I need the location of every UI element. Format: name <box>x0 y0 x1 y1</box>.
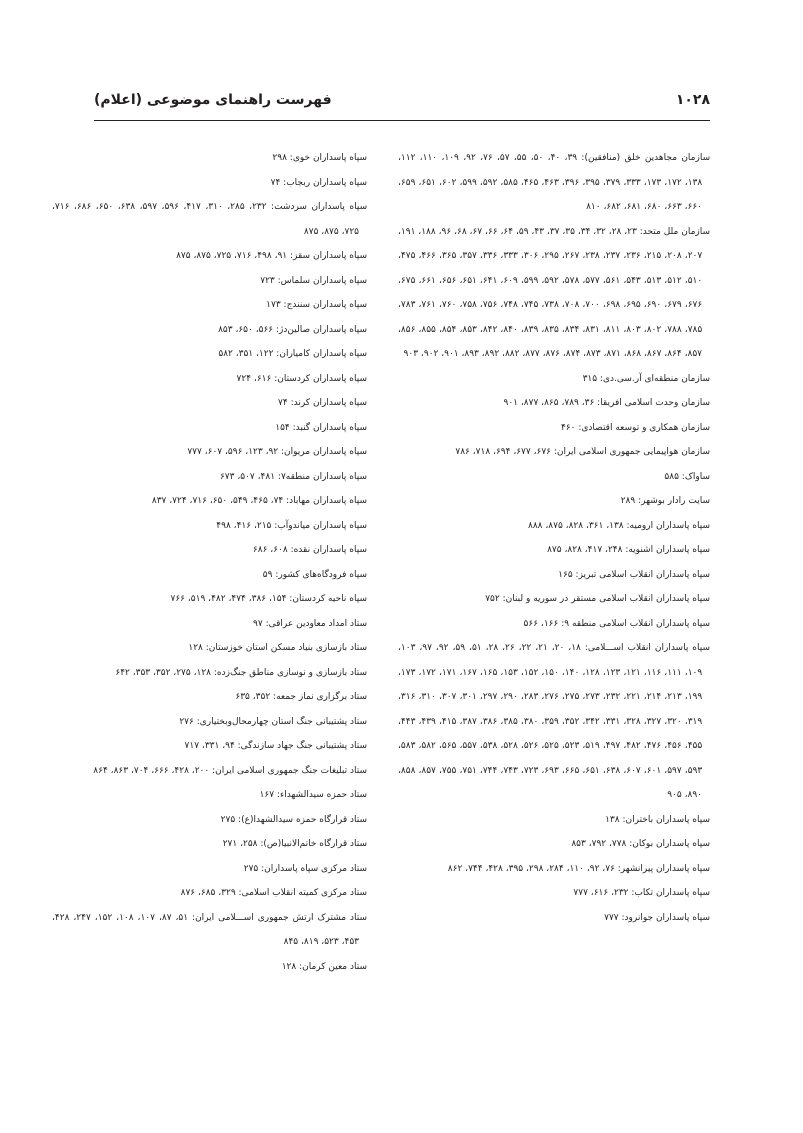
index-entry: سپاه پاسداران کرند: ۷۴ <box>278 398 367 408</box>
index-entry: سپاه پاسداران نقده: ۶۰۸، ۶۸۶ <box>252 545 367 555</box>
index-entry: سپاه پاسداران گنبد: ۱۵۴ <box>275 422 367 433</box>
index-entry: ستاد بازسازی و نوسازی مناطق جنگ‌زده: ۱۲۸، ۲۷۵، ۳۵۲، ۳۵۳، ۶۴۲ <box>115 667 367 678</box>
index-entry: سپاه پاسداران مریوان: ۹۲، ۱۲۳، ۵۹۶، ۶۰۷، ۷۷۷ <box>187 447 367 457</box>
index-entry: سپاه پاسداران خوی: ۲۹۸ <box>272 153 367 163</box>
index-entry: سپاه پاسداران مهاباد: ۷۴، ۴۶۵، ۵۴۹، ۶۵۰، ۷۱۶، ۷۲۴، ۸۳۷ <box>151 496 367 506</box>
index-entry: سپاه پاسداران انقلاب اسلامی تبریز: ۱۶۵ <box>558 569 710 580</box>
index-entry: سپاه پاسداران صالین‌دژ: ۵۶۶، ۶۵۰، ۸۵۳ <box>218 324 367 335</box>
index-entry: سازمان مجاهدین خلق (منافقین): ۳۹، ۴۰، ۵۰، ۵۵، ۵۷، ۷۶، ۹۲، ۱۰۹، ۱۱۰، ۱۱۲، ۱۳۸، ۱۷۲، ۱۷۳، ۳۳۳، ۳۷۹، ۳۹۵، ۳۹۶، ۴۶۳، ۴۶۵، ۵۸۵، ۵۹۲، ۵۹۹، ۶۰۲، ۶۵۱، ۶۵۹، ۶۶۰، ۶۶۳، ۶۸۰، ۶۸۱، ۶۸۲، ۸۱۰ <box>398 153 711 212</box>
index-entry: سپاه پاسداران باختران: ۱۳۸ <box>605 814 710 825</box>
index-entry: سپاه پاسداران ربجاب: ۷۴ <box>270 177 367 188</box>
page-number: ۱۰۲۸ <box>675 92 710 108</box>
index-entry: سازمان همکاری و توسعه اقتصادی: ۴۶۰ <box>560 422 710 433</box>
index-entry: سپاه پاسداران بوکان: ۷۷۸، ۷۹۲، ۸۵۳ <box>571 839 710 849</box>
index-column-right <box>398 146 710 930</box>
header-rule <box>94 120 710 121</box>
index-entry: ستاد پشتیبانی جنگ استان چهارمحال‌وبختیاری: ۲۷۶ <box>179 716 367 727</box>
index-entry: سپاه پاسداران سردشت: ۲۳۲، ۲۸۵، ۳۱۰، ۴۱۷، ۵۹۶، ۵۹۷، ۶۳۸، ۶۵۰، ۶۸۶، ۷۱۶، ۷۲۵، ۸۷۵، ۸۷۵ <box>52 202 368 237</box>
index-entry: سپاه پاسداران کامیاران: ۱۲۲، ۳۵۱، ۵۸۲ <box>218 349 367 359</box>
index-entry: ستاد مشترک ارتش جمهوری اســـلامی ایران: ۵۱، ۸۷، ۱۰۷، ۱۰۸، ۱۵۲، ۲۴۷، ۴۲۸، ۴۵۳، ۵۲۳، ۸۱۹، ۸۴۵ <box>52 912 368 947</box>
index-entry: سپاه پاسداران سقز: ۹۱، ۴۹۸، ۷۱۶، ۷۲۵، ۸۷۵، ۸۷۵ <box>176 251 367 261</box>
index-entry: ستاد حمزه سیدالشهداء: ۱۶۷ <box>259 790 367 800</box>
index-entry: سپاه پاسداران سلماس: ۷۲۳ <box>260 275 367 286</box>
index-entry: سازمان ملل متحد: ۲۳، ۲۸، ۳۲، ۳۴، ۳۵، ۳۷، ۴۳، ۵۹، ۶۴، ۶۶، ۶۷، ۶۸، ۹۶، ۱۸۸، ۱۹۱، ۲۰۷، ۲۰۸، ۲۱۵، ۲۳۶، ۲۳۷، ۲۳۸، ۲۶۷، ۲۹۵، ۳۰۶، ۳۳۳، ۳۳۶، ۳۵۷، ۳۶۵، ۴۶۶، ۴۷۵، ۵۱۰، ۵۱۲، ۵۱۳، ۵۴۳، ۵۶۱، ۵۷۷، ۵۷۸، ۵۹۲، ۵۹۹، ۶۰۹، ۶۴۱، ۶۵۱، ۶۵۶، ۶۶۱، ۶۷۵، ۶۷۶، ۶۷۹، ۶۹۰، ۶۹۵، ۶۹۸، ۷۰۰، ۷۰۸، ۷۳۸، ۷۴۵، ۷۴۸، ۷۵۶، ۷۵۸، ۷۶۰، ۷۶۱، ۷۸۳، ۷۸۵، ۷۸۸، ۸۰۲، ۸۰۳، ۸۱۱، ۸۳۱، ۸۳۴، ۸۳۵، ۸۳۹، ۸۴۰، ۸۴۲، ۸۵۳، ۸۵۴، ۸۵۵، ۸۵۶، ۸۵۷، ۸۶۴، ۸۶۷، ۸۶۸، ۸۷۱، ۸۷۳، ۸۷۴، ۸۷۶، ۸۷۷، ۸۸۲، ۸۹۲، ۸۹۳، ۹۰۱، ۹۰۲، ۹۰۳ <box>398 226 711 359</box>
index-entry: سایت رادار بوشهر: ۲۸۹ <box>620 496 710 506</box>
index-entry: سپاه پاسداران ارومیه: ۱۳۸، ۳۶۱، ۸۲۸، ۸۷۵، ۸۸۸ <box>528 520 710 531</box>
index-entry: ستاد امداد معاودین عراقی: ۹۷ <box>253 618 367 629</box>
index-entry: سازمان وحدت اسلامی افریقا: ۳۶، ۷۸۹، ۸۶۵، ۸۷۷، ۹۰۱ <box>503 398 710 408</box>
index-entry: سپاه پاسداران کردستان: ۶۱۶، ۷۲۴ <box>236 373 367 384</box>
index-entry: سازمان منطقه‌ای آر.سی.دی: ۳۱۵ <box>582 373 710 384</box>
index-entry: ستاد بازسازی بنیاد مسکن استان خوزستان: ۱۲۸ <box>188 643 367 653</box>
index-entry: سپاه پاسداران اشنویه: ۲۴۸، ۴۱۷، ۸۲۸، ۸۷۵ <box>547 545 710 555</box>
index-entry: سپاه فرودگاه‌های کشور: ۵۹ <box>262 569 367 580</box>
index-entry: سپاه پاسداران انقلاب اسلامی منطقه ۹: ۱۶۶، ۵۶۶ <box>523 618 710 629</box>
index-entry: سپاه پاسداران میاندوآب: ۲۱۵، ۴۱۶، ۴۹۸ <box>216 520 367 531</box>
index-entry: ستاد مرکزی سپاه پاسداران: ۲۷۵ <box>243 863 367 874</box>
running-header <box>94 88 710 114</box>
index-entry: ساواک: ۵۸۵ <box>664 471 710 482</box>
index-entry: سپاه پاسداران انقلاب اسلامی مستقر در سوریه و لبنان: ۷۵۲ <box>485 594 710 604</box>
index-column-left <box>52 146 367 979</box>
running-title: فهرست راهنمای موضوعی (اعلام) <box>94 92 332 108</box>
index-entry: سپاه پاسداران انقلاب اســـلامی: ۱۸، ۲۰، ۲۱، ۲۲، ۲۶، ۲۸، ۵۱، ۵۹، ۹۲، ۹۷، ۱۰۳، ۱۰۹، ۱۱۱، ۱۱۶، ۱۲۱، ۱۲۳، ۱۲۸، ۱۴۰، ۱۵۰، ۱۵۲، ۱۵۳، ۱۶۵، ۱۶۷، ۱۷۱، ۱۷۲، ۱۷۳، ۱۹۹، ۲۱۳، ۲۱۴، ۲۲۱، ۲۳۲، ۲۷۳، ۲۷۵، ۲۷۶، ۲۸۳، ۲۹۰، ۲۹۷، ۳۰۱، ۳۰۷، ۳۱۰، ۳۱۶، ۳۱۹، ۳۲۰، ۳۲۷، ۳۲۸، ۳۳۱، ۳۴۲، ۳۵۲، ۳۵۹، ۳۸۰، ۳۸۵، ۳۸۶، ۳۸۷، ۴۱۵، ۴۳۹، ۴۴۳، ۴۵۵، ۴۵۶، ۴۷۶، ۴۸۲، ۴۹۷، ۵۱۹، ۵۲۳، ۵۲۵، ۵۲۶، ۵۲۸، ۵۳۸، ۵۵۷، ۵۶۵، ۵۸۲، ۵۸۳، ۵۹۳، ۵۹۷، ۶۰۱، ۶۰۷، ۶۳۸، ۶۵۱، ۶۶۵، ۶۹۳، ۷۲۳، ۷۴۳، ۷۴۴، ۷۵۱، ۷۵۵، ۸۵۷، ۸۵۸، ۸۹۰، ۹۰۵ <box>398 643 711 800</box>
index-entry: ستاد برگزاری نماز جمعه: ۳۵۲، ۶۳۵ <box>235 692 367 702</box>
index-entry: ستاد مرکزی کمیته انقلاب اسلامی: ۳۲۹، ۶۸۵، ۸۷۶ <box>180 888 367 898</box>
index-entry: ستاد قرارگاه حمزه سیدالشهدا(ع): ۲۷۵ <box>220 814 367 825</box>
index-entry: سپاه پاسداران منطقه۷: ۴۸۱، ۵۰۷، ۶۷۳ <box>219 471 367 482</box>
index-entry: سازمان هواپیمایی جمهوری اسلامی ایران: ۶۷۶، ۶۷۷، ۶۹۴، ۷۱۸، ۷۸۶ <box>455 447 710 457</box>
index-entry: ستاد پشتیبانی جنگ جهاد سازندگی: ۹۴، ۳۳۱، ۷۱۷ <box>184 741 367 751</box>
index-entry: سپاه ناحیه کردستان: ۱۵۴، ۳۸۶، ۴۷۴، ۴۸۲، ۵۱۹، ۷۶۶ <box>170 594 367 604</box>
index-entry: سپاه پاسداران سنندج: ۱۷۳ <box>266 300 367 310</box>
index-entry: ستاد تبلیغات جنگ جمهوری اسلامی ایران: ۲۰۰، ۴۲۸، ۶۶۶، ۷۰۴، ۸۶۳، ۸۶۴ <box>93 765 367 776</box>
index-entry: ستاد معین کرمان: ۱۲۸ <box>281 961 367 972</box>
index-entry: ستاد قرارگاه خاتم‌الانبیا(ص): ۲۵۸، ۲۷۱ <box>222 839 367 849</box>
index-entry: سپاه پاسداران جوانرود: ۷۷۷ <box>604 912 710 923</box>
index-entry: سپاه پاسداران پیرانشهر: ۷۶، ۹۲، ۱۱۰، ۲۸۴، ۲۹۸، ۳۹۵، ۴۲۸، ۷۴۴، ۸۶۲ <box>447 863 710 874</box>
index-entry: سپاه پاسداران تکاب: ۲۳۲، ۶۱۶، ۷۷۷ <box>573 888 710 898</box>
